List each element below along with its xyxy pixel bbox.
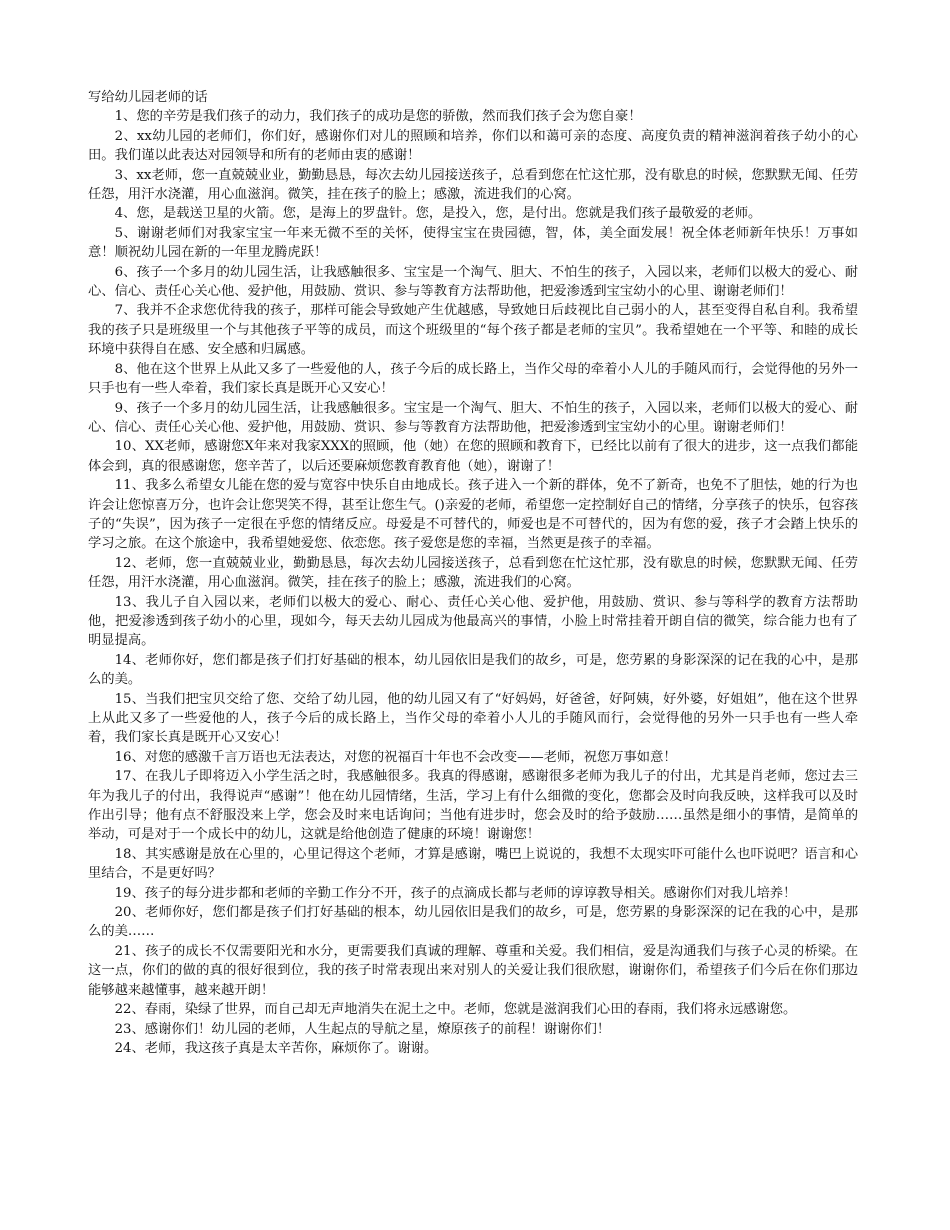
paragraph-11: 11、我多么希望女儿能在您的爱与宽容中快乐自由地成长。孩子进入一个新的群体，免不了新奇，也免不了胆怯，她的行为也许会让您惊喜万分，也许会让您哭笑不得，甚至让您生气。()亲爱的老师，希望您一定控制好自己的情绪，分享孩子的快乐，包容孩子的“失误”，因为孩子一定很在乎您的情绪反应。母爱是不可替代的，师爱也是不可替代的，因为有您的爱，孩子才会踏上快乐的学习之旅。在这个旅途中，我希望她爱您、依恋您。孩子爱您是您的幸福，当然更是孩子的幸福。 bbox=[88, 478, 858, 552]
paragraph-18: 18、其实感谢是放在心里的，心里记得这个老师，才算是感谢，嘴巴上说说的，我想不太现实吓可能什么也吓说吧？语言和心里结合，不是更好吗？ bbox=[88, 846, 858, 882]
paragraph-13: 13、我儿子自入园以来，老师们以极大的爱心、耐心、责任心关心他、爱护他，用鼓励、赏识、参与等科学的教育方法帮助他，把爱渗透到孩子幼小的心里，现如今，每天去幼儿园成为他最高兴的事情，小脸上时常挂着开朗自信的微笑，综合能力也有了明显提高。 bbox=[88, 594, 858, 649]
paragraph-5: 5、谢谢老师们对我家宝宝一年来无微不至的关怀，使得宝宝在贵园德，智，体，美全面发展！祝全体老师新年快乐！万事如意！顺祝幼儿园在新的一年里龙腾虎跃！ bbox=[88, 225, 858, 261]
paragraph-6: 6、孩子一个多月的幼儿园生活，让我感触很多、宝宝是一个淘气、胆大、不怕生的孩子，入园以来，老师们以极大的爱心、耐心、信心、责任心关心他、爱护他，用鼓励、赏识、参与等教育方法帮助他，把爱渗透到宝宝幼小的心里、谢谢老师们！ bbox=[88, 264, 858, 300]
document-page bbox=[88, 88, 858, 1058]
paragraph-9: 9、孩子一个多月的幼儿园生活，让我感触很多。宝宝是一个淘气、胆大、不怕生的孩子，入园以来，老师们以极大的爱心、耐心、信心、责任心关心他、爱护他，用鼓励、赏识、参与等教育方法帮助他，把爱渗透到宝宝幼小的心里。谢谢老师们！ bbox=[88, 400, 858, 435]
paragraph-20: 20、老师你好，您们都是孩子们打好基础的根本，幼儿园依旧是我们的故乡，可是，您劳累的身影深深的记在我的心中，是那么的美…… bbox=[88, 905, 858, 940]
paragraph-10: 10、XX老师，感谢您X年来对我家XXX的照顾，他（她）在您的照顾和教育下，已经比以前有了很大的进步，这一点我们都能体会到，真的很感谢您，您辛苦了，以后还要麻烦您教育教育他（她），谢谢了！ bbox=[88, 439, 858, 474]
paragraph-4: 4、您，是载送卫星的火箭。您，是海上的罗盘针。您，是投入，您，是付出。您就是我们孩子最敬爱的老师。 bbox=[114, 206, 762, 222]
paragraph-12: 12、老师，您一直兢兢业业，勤勤恳恳，每次去幼儿园接送孩子，总看到您在忙这忙那，没有歇息的时候，您默默无闻、任劳任怨，用汗水浇灌，用心血滋润。微笑，挂在孩子的脸上；感激，流进我们的心窝。 bbox=[88, 555, 858, 591]
paragraph-19: 19、孩子的每分进步都和老师的辛勤工作分不开，孩子的点滴成长都与老师的谆谆教导相关。感谢你们对我儿培养！ bbox=[114, 885, 797, 901]
paragraph-24: 24、老师，我这孩子真是太辛苦你，麻烦你了。谢谢。 bbox=[114, 1040, 438, 1056]
paragraph-7: 7、我并不企求您优待我的孩子，那样可能会导致她产生优越感，导致她日后歧视比自己弱小的人，甚至变得自私自利。我希望我的孩子只是班级里一个与其他孩子平等的成员，而这个班级里的“每个孩子都是老师的宝贝”。我希望她在一个平等、和睦的成长环境中获得自在感、安全感和归属感。 bbox=[88, 303, 858, 358]
paragraph-8: 8、他在这个世界上从此又多了一些爱他的人，孩子今后的成长路上，当作父母的牵着小人儿的手随风而行，会觉得他的另外一只手也有一些人牵着，我们家长真是既开心又安心！ bbox=[88, 361, 858, 397]
paragraph-17: 17、在我儿子即将迈入小学生活之时，我感触很多。我真的得感谢，感谢很多老师为我儿子的付出，尤其是肖老师，您过去三年为我儿子的付出，我得说声“感谢”！他在幼儿园情绪，生活，学习上有什么细微的变化，您都会及时向我反映，这样我可以及时作出引导；他有点不舒服没来上学，您会及时来电话询问；当他有进步时，您会及时的给予鼓励……虽然是细小的事情，是简单的举动，可是对于一个成长中的幼儿，这就是给他创造了健康的环境！谢谢您！ bbox=[88, 769, 858, 843]
paragraph-list bbox=[88, 107, 858, 1058]
paragraph-16: 16、对您的感激千言万语也无法表达，对您的祝福百十年也不会改变——老师，祝您万事如意！ bbox=[114, 749, 677, 765]
paragraph-21: 21、孩子的成长不仅需要阳光和水分，更需要我们真诚的理解、尊重和关爱。我们相信，爱是沟通我们与孩子心灵的桥梁。在这一点，你们的做的真的很好很到位，我的孩子时常表现出来对别人的关爱让我们很欣慰，谢谢你们，希望孩子们今后在你们那边能够越来越懂事，越来越开朗！ bbox=[88, 943, 858, 998]
paragraph-2: 2、xx幼儿园的老师们，你们好，感谢你们对儿的照顾和培养，你们以和蔼可亲的态度、高度负责的精神滋润着孩子幼小的心田。我们谨以此表达对园领导和所有的老师由衷的感谢！ bbox=[88, 128, 858, 164]
page-title: 写给幼儿园老师的话 bbox=[88, 90, 208, 105]
paragraph-22: 22、春雨，染绿了世界，而自己却无声地消失在泥土之中。老师，您就是滋润我们心田的春雨，我们将永远感谢您。 bbox=[114, 1002, 797, 1018]
paragraph-15: 15、当我们把宝贝交给了您、交给了幼儿园，他的幼儿园又有了“好妈妈，好爸爸，好阿姨，好外婆，好姐姐”，他在这个世界上从此又多了一些爱他的人，孩子今后的成长路上，当作父母的牵着小人儿的手随风而行，会觉得他的另外一只手也有一些人牵着，我们家长真是既开心又安心！ bbox=[88, 691, 858, 746]
paragraph-14: 14、老师你好，您们都是孩子们打好基础的根本，幼儿园依旧是我们的故乡，可是，您劳累的身影深深的记在我的心中，是那么的美。 bbox=[88, 652, 858, 688]
paragraph-3: 3、xx老师，您一直兢兢业业，勤勤恳恳，每次去幼儿园接送孩子，总看到您在忙这忙那，没有歇息的时候，您默默无闻、任劳任怨，用汗水浇灌，用心血滋润。微笑，挂在孩子的脸上；感激，流进我们的心窝。 bbox=[88, 167, 858, 203]
paragraph-1: 1、您的辛劳是我们孩子的动力，我们孩子的成功是您的骄傲，然而我们孩子会为您自豪！ bbox=[114, 109, 642, 125]
paragraph-23: 23、感谢你们！幼儿园的老师，人生起点的导航之星，燎原孩子的前程！谢谢你们！ bbox=[114, 1021, 611, 1037]
